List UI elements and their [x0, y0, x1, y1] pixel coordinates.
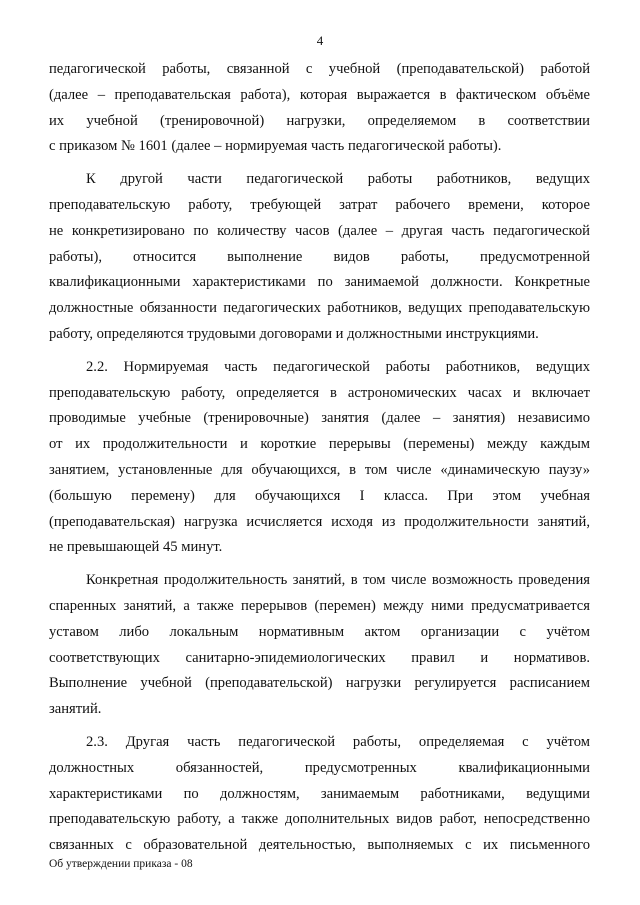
paragraph-1: [49, 57, 590, 160]
paragraph-5: [49, 730, 590, 859]
text-line: уставом либо локальным нормативным актом организации с учётом: [49, 623, 590, 640]
text-line: педагогической работы, связанной с учебной (преподавательской) работой: [49, 61, 590, 77]
text-line: 2.2. Нормируемая часть педагогической работы работников, ведущих: [86, 358, 590, 375]
text-line: проводимые учебные (тренировочные) занятия (далее – занятия) независимо: [49, 410, 590, 427]
text-line: (большую перемену) для обучающихся I класса. При этом учебная: [49, 487, 590, 504]
text-line: занятием, установленные для обучающихся, в том числе «динамическую паузу»: [49, 461, 590, 478]
text-line: (преподавательская) нагрузка исчисляется исходя из продолжительности занятий,: [49, 513, 590, 530]
text-line: К другой части педагогической работы работников, ведущих: [86, 171, 590, 188]
paragraph-4: [49, 568, 590, 723]
text-line: преподавательскую работу, требующей затрат рабочего времени, которое: [49, 196, 590, 213]
paragraph-2: [49, 167, 590, 348]
text-line: спаренных занятий, а также перерывов (перемен) между ними предусматривается: [49, 597, 590, 614]
footer-text: Об утверждении приказа - 08: [49, 858, 193, 870]
text-line: не превышающей 45 минут.: [49, 539, 223, 556]
text-line: от их продолжительности и короткие перерывы (перемены) между каждым: [49, 436, 590, 453]
text-line: соответствующих санитарно-эпидемиологических правил и нормативов.: [49, 649, 590, 666]
text-line: их учебной (тренировочной) нагрузки, определяемом в соответствии: [49, 112, 590, 129]
text-line: должностных обязанностей, предусмотренных квалификационными: [49, 759, 590, 776]
text-line: преподавательскую работу, определяется в астрономических часах и включает: [49, 384, 590, 401]
text-line: характеристиками по должностям, занимаемым работниками, ведущими: [49, 785, 590, 802]
text-line: работу, определяются трудовыми договорами и должностными инструкциями.: [49, 325, 539, 342]
text-line: с приказом № 1601 (далее – нормируемая часть педагогической работы).: [49, 138, 502, 155]
text-line: Выполнение учебной (преподавательской) нагрузки регулируется расписанием: [49, 675, 590, 692]
document-body: [49, 57, 590, 859]
paragraph-3: [49, 355, 590, 561]
page-number: 4: [316, 33, 324, 48]
text-line: преподавательскую работу, а также дополнительных видов работ, непосредственно: [49, 811, 590, 828]
text-line: занятий.: [49, 701, 102, 718]
text-line: 2.3. Другая часть педагогической работы, определяемая с учётом: [86, 733, 590, 750]
text-line: должностные обязанности педагогических работников, ведущих преподавательскую: [49, 300, 590, 317]
text-line: связанных с образовательной деятельностью, выполняемых с их письменного: [49, 837, 590, 854]
text-line: (далее – преподавательская работа), которая выражается в фактическом объёме: [49, 86, 590, 103]
text-line: не конкретизировано по количеству часов (далее – другая часть педагогической: [49, 222, 590, 239]
text-line: квалификационными характеристиками по занимаемой должности. Конкретные: [49, 274, 590, 291]
text-line: работы), относится выполнение видов работы, предусмотренной: [49, 248, 590, 265]
text-line: Конкретная продолжительность занятий, в том числе возможность проведения: [86, 572, 590, 589]
